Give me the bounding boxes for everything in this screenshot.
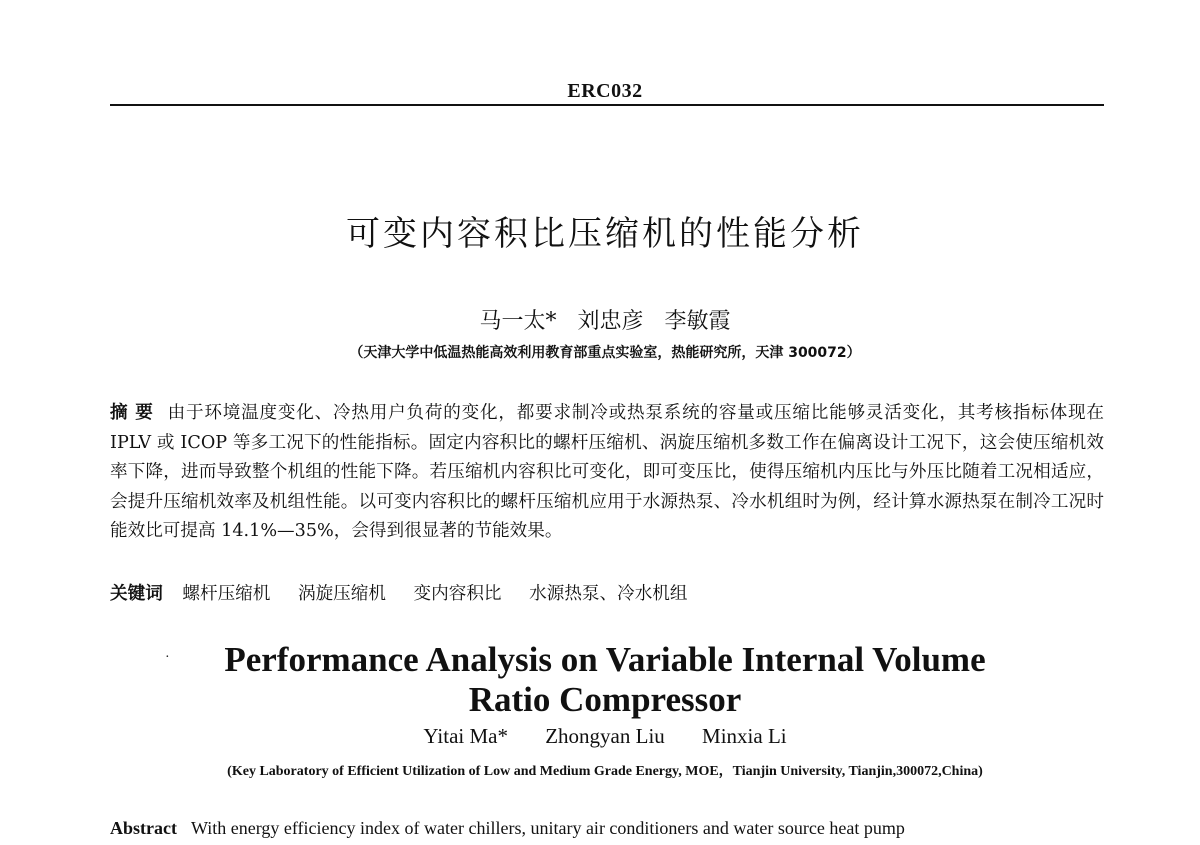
english-abstract <box>110 818 1104 839</box>
english-abstract-text: With energy efficiency index of water chillers, unitary air conditioners and water source heat pump <box>190 818 905 838</box>
keyword: 变内容积比 <box>413 584 502 604</box>
english-author: Minxia Li <box>702 724 787 748</box>
chinese-keywords-label: 关键词 <box>110 583 163 604</box>
keyword: 涡旋压缩机 <box>297 584 386 604</box>
chinese-authors: 马一太* 刘忠彦 李敏霞 <box>479 309 731 334</box>
stray-mark: · <box>165 650 170 665</box>
english-authors <box>0 724 1200 749</box>
english-title-line1: Performance Analysis on Variable Internal Volume <box>224 640 986 679</box>
english-affiliation: (Key Laboratory of Efficient Utilization of Low and Medium Grade Energy, MOE，Tianjin University, Tianjin,300072,China) <box>227 764 983 779</box>
chinese-affiliation: （天津大学中低温热能高效利用教育部重点实验室，热能研究所，天津 300072） <box>349 345 861 361</box>
english-abstract-label: Abstract <box>110 818 177 838</box>
keyword: 水源热泵、冷水机组 <box>529 584 688 604</box>
chinese-abstract <box>110 398 1104 547</box>
chinese-abstract-label: 摘 要 <box>110 402 154 423</box>
header-rule <box>110 104 1104 106</box>
english-title <box>0 640 1200 720</box>
chinese-abstract-text: 由于环境温度变化、冷热用户负荷的变化，都要求制冷或热泵系统的容量或压缩比能够灵活变化，其考核指标体现在 IPLV 或 ICOP 等多工况下的性能指标。固定内容积比的螺杆压缩机、涡旋压缩机多数工作在偏离设计工况下，这会使压缩机效率下降，进而导致整个机组的性能下降。若压缩机内容积比可变化，即可变压比，使得压缩机内压比与外压比随着工况相适应，会提升压缩机效率及机组性能。以可变内容积比的螺杆压缩机应用于水源热泵、冷水机组时为例，经计算水源热泵在制冷工况时能效比可提高 14.1%—35%，会得到很显著的节能效果。 <box>110 403 1104 541</box>
chinese-keywords <box>110 580 1104 605</box>
english-title-line2: Ratio Compressor <box>468 680 742 719</box>
paper-code: ERC032 <box>567 80 643 102</box>
chinese-title: 可变内容积比压缩机的性能分析 <box>346 214 864 254</box>
keyword: 螺杆压缩机 <box>182 584 271 604</box>
english-author: Zhongyan Liu <box>545 724 665 748</box>
english-author: Yitai Ma* <box>423 724 508 748</box>
